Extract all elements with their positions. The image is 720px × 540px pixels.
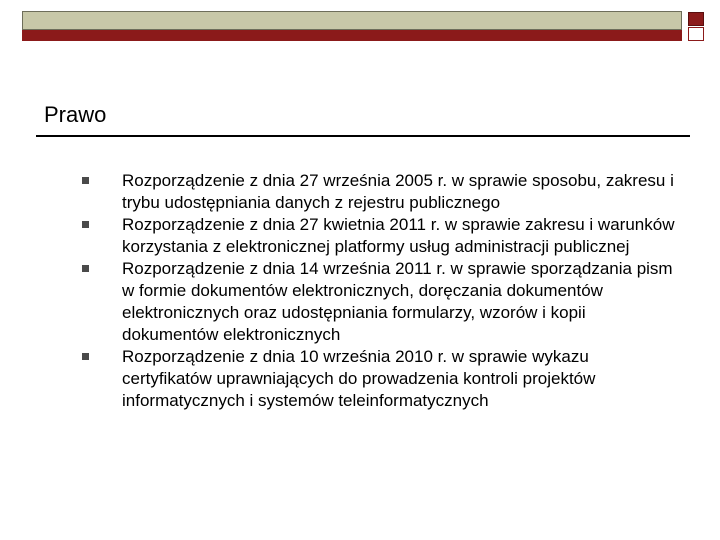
header-band xyxy=(22,11,682,30)
bullet-text: Rozporządzenie z dnia 10 września 2010 r. w sprawie wykazu certyfikatów uprawniających do prowadzenia kontroli projektów informatycznych i systemów teleinformatycznych xyxy=(122,347,596,410)
bullet-list xyxy=(80,170,680,412)
list-item xyxy=(80,346,680,412)
slide-title: Prawo xyxy=(44,102,107,127)
corner-square-outline xyxy=(688,27,704,41)
square-bullet-icon xyxy=(82,265,89,272)
corner-square-filled xyxy=(688,12,704,26)
square-bullet-icon xyxy=(82,221,89,228)
bullet-text: Rozporządzenie z dnia 14 września 2011 r. w sprawie sporządzania pism w formie dokumentów elektronicznych, doręczania dokumentów elektronicznych oraz udostępniania formularzy, wzorów i kopii dokumentów elektronicznych xyxy=(122,259,673,344)
list-item xyxy=(80,258,680,346)
square-bullet-icon xyxy=(82,177,89,184)
title-divider xyxy=(36,135,690,137)
bullet-text: Rozporządzenie z dnia 27 kwietnia 2011 r. w sprawie zakresu i warunków korzystania z elektronicznej platformy usług administracji publicznej xyxy=(122,215,675,256)
square-bullet-icon xyxy=(82,353,89,360)
list-item xyxy=(80,214,680,258)
header-stripe xyxy=(22,30,682,41)
bullet-text: Rozporządzenie z dnia 27 września 2005 r. w sprawie sposobu, zakresu i trybu udostępniania danych z rejestru publicznego xyxy=(122,171,674,212)
list-item xyxy=(80,170,680,214)
